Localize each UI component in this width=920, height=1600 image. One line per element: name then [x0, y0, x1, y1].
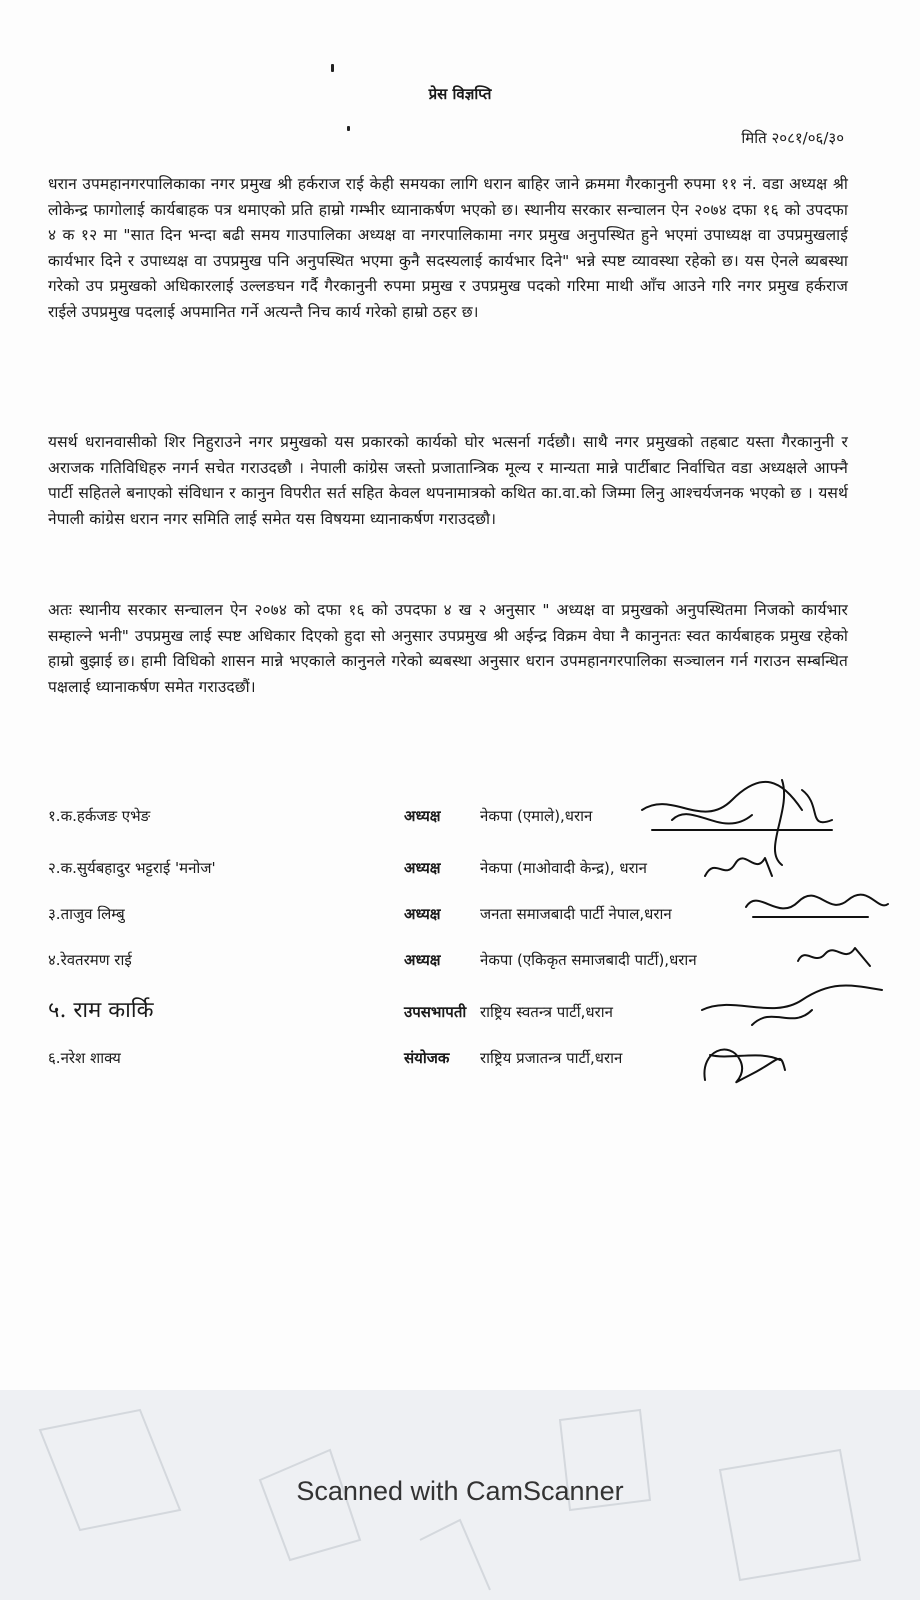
- signatory-role: उपसभापती: [404, 1003, 467, 1021]
- signatory-role: अध्यक्ष: [404, 859, 441, 877]
- signatory-party: नेकपा (एकिकृत समाजबादी पार्टी),धरान: [480, 951, 697, 969]
- page-title: प्रेस विज्ञप्ति: [428, 85, 492, 103]
- signature-6: [690, 1030, 800, 1100]
- signatory-role: अध्यक्ष: [404, 951, 441, 969]
- signature-2: [700, 846, 790, 886]
- signatory-party: राष्ट्रिय स्वतन्त्र पार्टी,धरान: [480, 1003, 613, 1021]
- signatory-party: नेकपा (एमाले),धरान: [480, 807, 593, 825]
- paragraph-3: अतः स्थानीय सरकार सन्चालन ऐन २०७४ को दफा १६ को उपदफा ४ ख २ अनुसार " अध्यक्ष वा प्रमुखको अनुपस्थितमा निजको कार्यभार सम्हाल्ने भनी" उपप्रमुख लाई स्पष्ट अधिकार दिएको हुदा सो अनुसार उपप्रमुख श्री अईन्द्र विक्रम वेघा नै कानुनतः स्वत कार्यबाहक प्रमुख रहेको हाम्रो बुझाई छ। हामी विधिको शासन मान्ने भएकाले कानुनले गरेको ब्यबस्था अनुसार धरान उपमहानगरपालिका सञ्चालन गर्न गराउन सम्बन्धित पक्षलाई ध्यानाकर्षण समेत गराउदछौं।: [48, 601, 848, 696]
- camscanner-footer: [0, 1390, 920, 1600]
- scan-speck: [347, 126, 350, 131]
- signatory-role: अध्यक्ष: [404, 807, 441, 825]
- signatory-role: संयोजक: [404, 1049, 450, 1067]
- camscanner-label: Scanned with CamScanner: [296, 1476, 624, 1506]
- signatory-name: ३.ताजुव लिम्बु: [48, 905, 125, 923]
- signatory-name: ४.रेवतरमण राई: [48, 951, 132, 969]
- signatory-name: २.क.सुर्यबहादुर भट्टराई 'मनोज': [48, 859, 216, 877]
- paragraph-1: धरान उपमहानगरपालिकाका नगर प्रमुख श्री हर्कराज राई केही समयका लागि धरान बाहिर जाने क्रममा गैरकानुनी रुपमा ११ नं. वडा अध्यक्ष श्री लोकेन्द्र फागोलाई कार्यबाहक पत्र थमाएको प्रति हाम्रो गम्भीर ध्यानाकर्षण भएको छ। स्थानीय सरकार सन्चालन ऐन २०७४ दफा १६ को उपदफा ४ क १२ मा "सात दिन भन्दा बढी समय गाउपालिका अध्यक्ष वा नगरपालिकामा नगर प्रमुख अनुपस्थित हुने भएमां उपाध्यक्ष वा उपप्रमुखलाई कार्यभार दिने र उपाध्यक्ष वा उपप्रमुख पनि अनुपस्थित भएमा कुनै सदस्यलाई कार्यभार दिने" भन्ने स्पष्ट व्यावस्था रहेको छ। यस ऐनले ब्यबस्था गरेको उप प्रमुखको अधिकारलाई उल्लङघन गर्दै गैरकानुनी रुपमा प्रमुख र उपप्रमुख पदको गरिमा माथी आँच आउने गरि नगर प्रमुख हर्कराज राईले उपप्रमुख पदलाई अपमानित गर्ने अत्यन्तै निच कार्य गरेको हाम्रो ठहर छ।: [48, 175, 848, 321]
- signatory-name: १.क.हर्कजङ एभेङ: [48, 807, 151, 825]
- scan-speck: [331, 64, 334, 72]
- signature-3: [738, 882, 898, 932]
- signatory-party: जनता समाजबादी पार्टी नेपाल,धरान: [480, 905, 672, 923]
- signatory-party: राष्ट्रिय प्रजातन्त्र पार्टी,धरान: [480, 1049, 623, 1067]
- signatory-role: अध्यक्ष: [404, 905, 441, 923]
- document-date: मिति २०८१/०६/३०: [741, 129, 844, 147]
- signatory-party: नेकपा (माओवादी केन्द्र), धरान: [480, 859, 647, 877]
- signatory-name: ६.नरेश शाक्य: [48, 1049, 121, 1067]
- paragraph-2: यसर्थ धरानवासीको शिर निहुराउने नगर प्रमुखको यस प्रकारको कार्यको घोर भत्सर्ना गर्दछौ। साथै नगर प्रमुखको तहबाट यस्ता गैरकानुनी र अराजक गतिविधिहरु नगर्न सचेत गराउदछौ । नेपाली कांग्रेस जस्तो प्रजातान्त्रिक मूल्य र मान्यता मान्ने पार्टीबाट निर्वाचित वडा अध्यक्षले आफ्नै पार्टी सहितले बनाएको संविधान र कानुन विपरीत सर्त सहित केवल थपनामात्रको कथित का.वा.को जिम्मा लिनु आश्चर्यजनक भएको छ । यसर्थ नेपाली कांग्रेस धरान नगर समिति लाई समेत यस विषयमा ध्यानाकर्षण गराउदछौ।: [48, 433, 848, 528]
- signatory-name-handwritten: ५. राम कार्कि: [48, 998, 154, 1023]
